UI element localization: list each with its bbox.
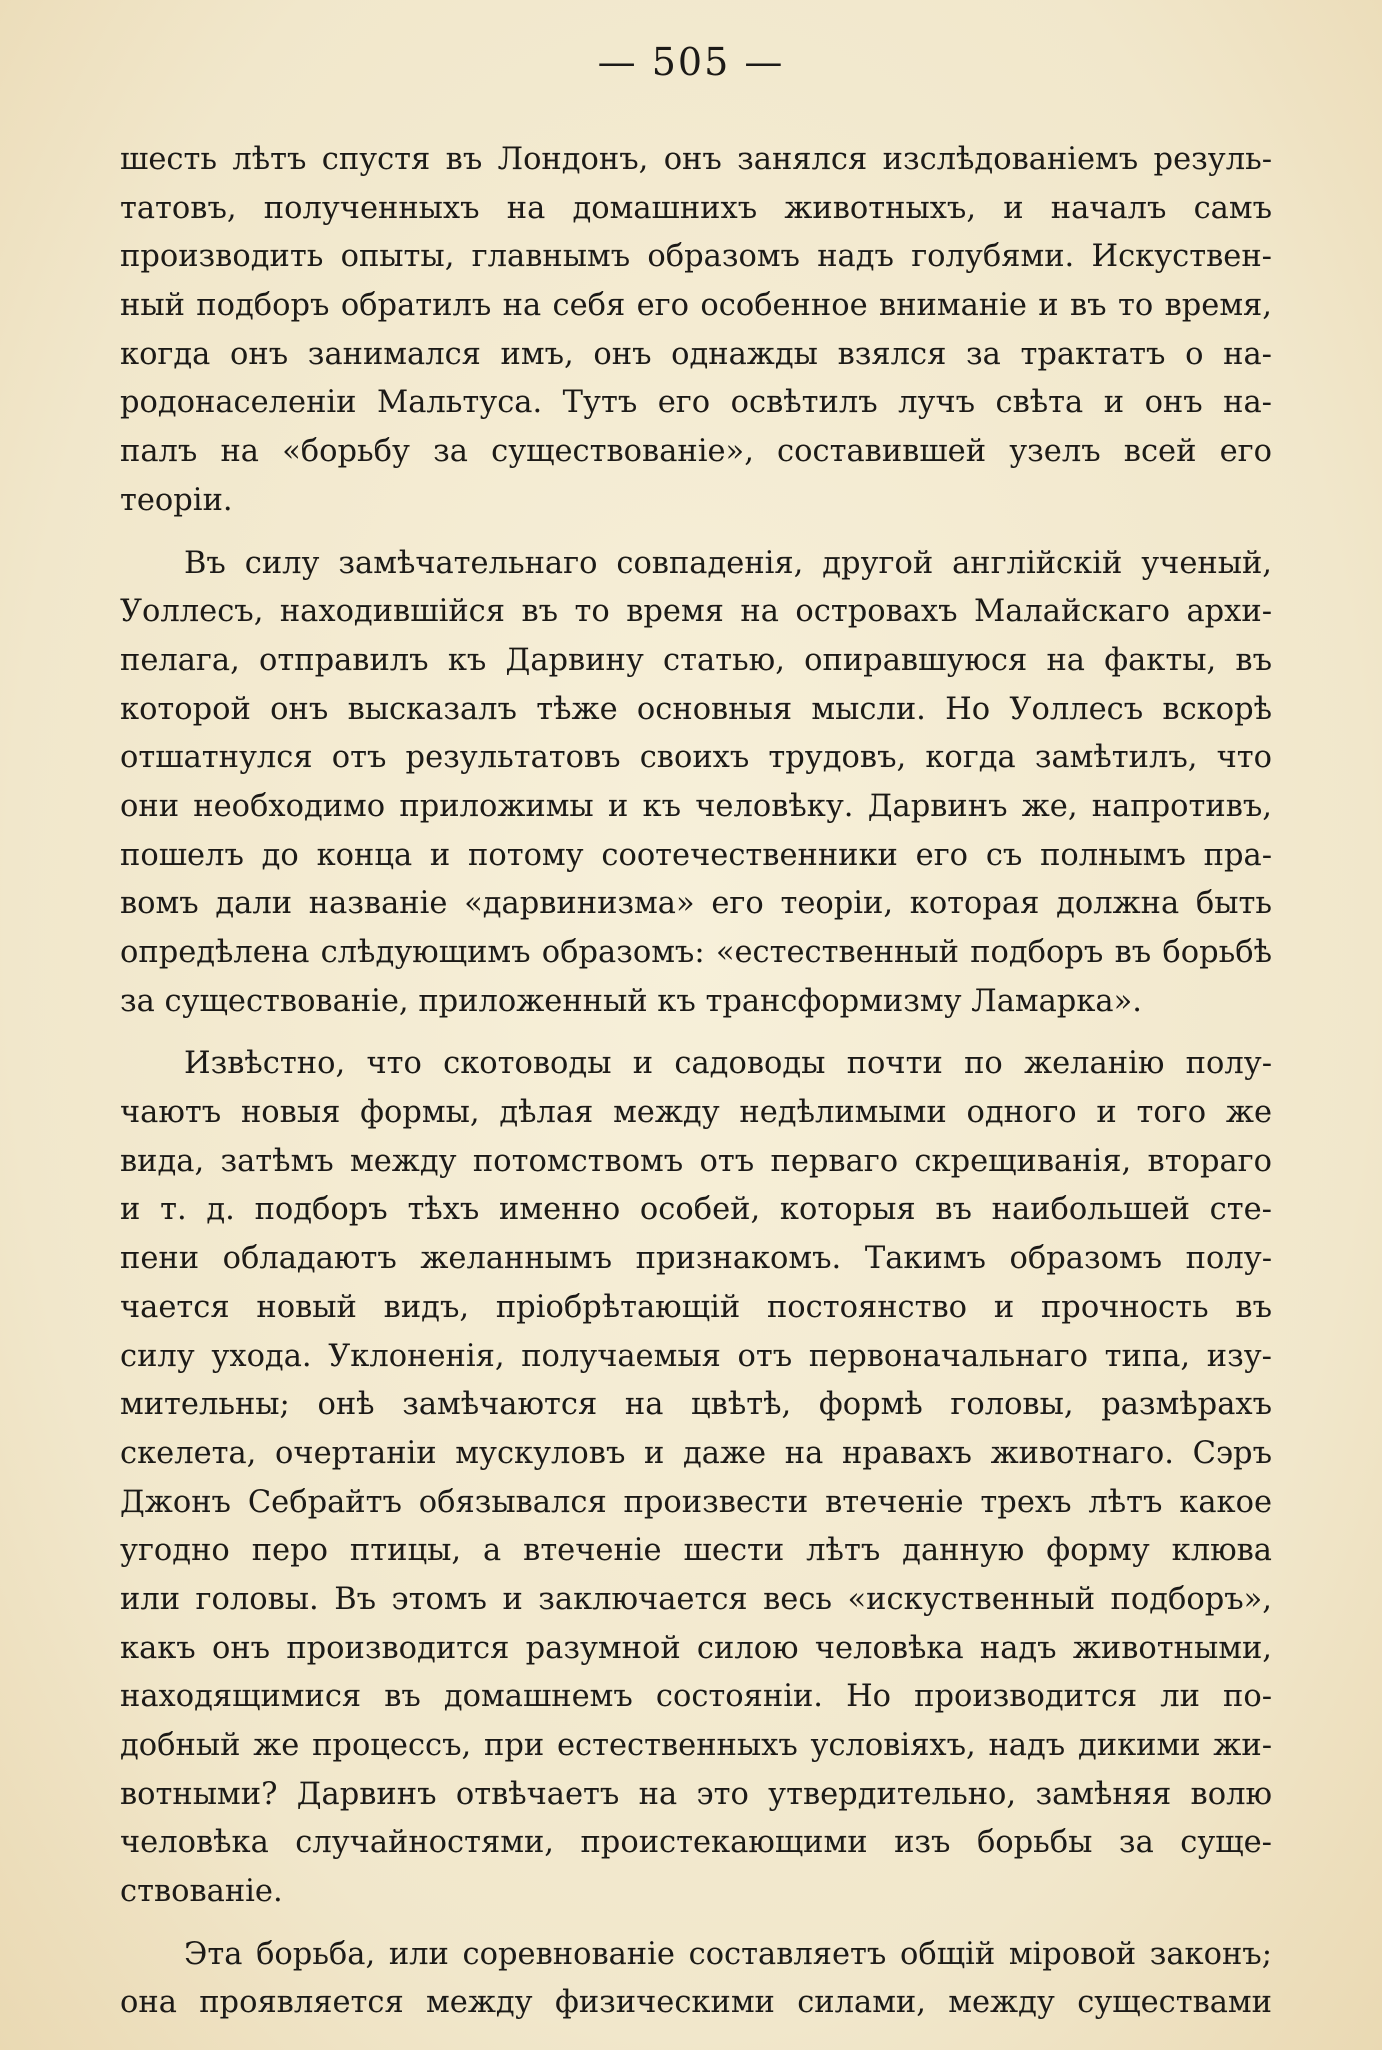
text-line: производить опыты, главнымъ образомъ надъ голубями. Искуствен- (120, 239, 1272, 275)
paragraph (120, 1931, 1272, 2028)
text-line: теоріи. (120, 482, 233, 518)
paragraph (120, 136, 1272, 526)
text-line: находящимися въ домашнемъ состояніи. Но производится ли по- (120, 1679, 1272, 1715)
text-line: опредѣлена слѣдующимъ образомъ: «естественный подборъ въ борьбѣ (120, 935, 1272, 970)
text-line: вомъ дали названіе «дарвинизма» его теоріи, которая должна быть (120, 886, 1272, 922)
text-line: Извѣстно, что скотоводы и садоводы почти по желанію полу- (184, 1046, 1272, 1082)
text-line: силу ухода. Уклоненія, получаемыя отъ первоначальнаго типа, изу- (120, 1338, 1272, 1374)
body-text (120, 136, 1272, 2028)
page-number: — 505 — (597, 40, 785, 84)
text-line: которой онъ высказалъ тѣже основныя мысли. Но Уоллесъ вскорѣ (120, 691, 1272, 727)
text-line: отшатнулся отъ результатовъ своихъ трудовъ, когда замѣтилъ, что (120, 740, 1272, 776)
text-line: родонаселеніи Мальтуса. Тутъ его освѣтилъ лучъ свѣта и онъ на- (120, 385, 1272, 421)
text-line: вотными? Дарвинъ отвѣчаетъ на это утвердительно, замѣняя волю (120, 1776, 1272, 1812)
text-line: и т. д. подборъ тѣхъ именно особей, которыя въ наибольшей сте- (120, 1192, 1272, 1228)
text-line: Въ силу замѣчательнаго совпаденія, другой англійскій ученый, (184, 545, 1272, 581)
text-line: какъ онъ производится разумной силою человѣка надъ животными, (120, 1630, 1272, 1666)
text-line: чается новый видъ, пріобрѣтающій постоянство и прочность въ (120, 1289, 1272, 1325)
text-line: за существованіе, приложенный къ трансформизму Ламарка». (120, 983, 1142, 1019)
text-line: ствованіе. (120, 1874, 283, 1910)
text-line: скелета, очертаніи мускуловъ и даже на нравахъ животнаго. Сэръ (120, 1435, 1272, 1471)
text-line: или головы. Въ этомъ и заключается весь «искуственный подборъ», (120, 1581, 1272, 1617)
text-line: человѣка случайностями, проистекающими изъ борьбы за суще- (120, 1825, 1272, 1861)
paragraph (120, 1040, 1272, 1916)
text-line: палъ на «борьбу за существованіе», составившей узелъ всей его (120, 434, 1272, 470)
text-line: добный же процессъ, при естественныхъ условіяхъ, надъ дикими жи- (120, 1728, 1272, 1763)
text-line: пошелъ до конца и потому соотечественники его съ полнымъ пра- (120, 837, 1272, 873)
text-line: татовъ, полученныхъ на домашнихъ животныхъ, и началъ самъ (120, 190, 1272, 226)
text-line: ный подборъ обратилъ на себя его особенное вниманіе и въ то время, (120, 288, 1272, 324)
text-line: угодно перо птицы, а втеченіе шести лѣтъ данную форму клюва (120, 1533, 1272, 1569)
text-line: мительны; онѣ замѣчаются на цвѣтѣ, формѣ головы, размѣрахъ (120, 1387, 1272, 1423)
text-line: чаютъ новыя формы, дѣлая между недѣлимыми одного и того же (120, 1095, 1272, 1131)
text-line: они необходимо приложимы и къ человѣку. Дарвинъ же, напротивъ, (120, 788, 1272, 824)
text-line: вида, затѣмъ между потомствомъ отъ перваго скрещиванія, втораго (120, 1143, 1272, 1179)
text-line: Эта борьба, или соревнованіе составляетъ общій міровой законъ; (184, 1936, 1272, 1972)
paragraph (120, 540, 1272, 1027)
text-line: она проявляется между физическими силами, между существами (120, 1985, 1272, 2021)
text-line: Уоллесъ, находившійся въ то время на островахъ Малайскаго архи- (120, 594, 1272, 630)
text-line: когда онъ занимался имъ, онъ однажды взялся за трактатъ о на- (120, 336, 1272, 372)
text-line: пелага, отправилъ къ Дарвину статью, опиравшуюся на факты, въ (120, 642, 1272, 678)
text-line: пени обладаютъ желаннымъ признакомъ. Такимъ образомъ полу- (120, 1241, 1272, 1277)
text-line: Джонъ Себрайтъ обязывался произвести втеченіе трехъ лѣтъ какое (120, 1484, 1272, 1520)
text-line: шесть лѣтъ спустя въ Лондонъ, онъ занялся изслѣдованіемъ резуль- (120, 142, 1272, 177)
